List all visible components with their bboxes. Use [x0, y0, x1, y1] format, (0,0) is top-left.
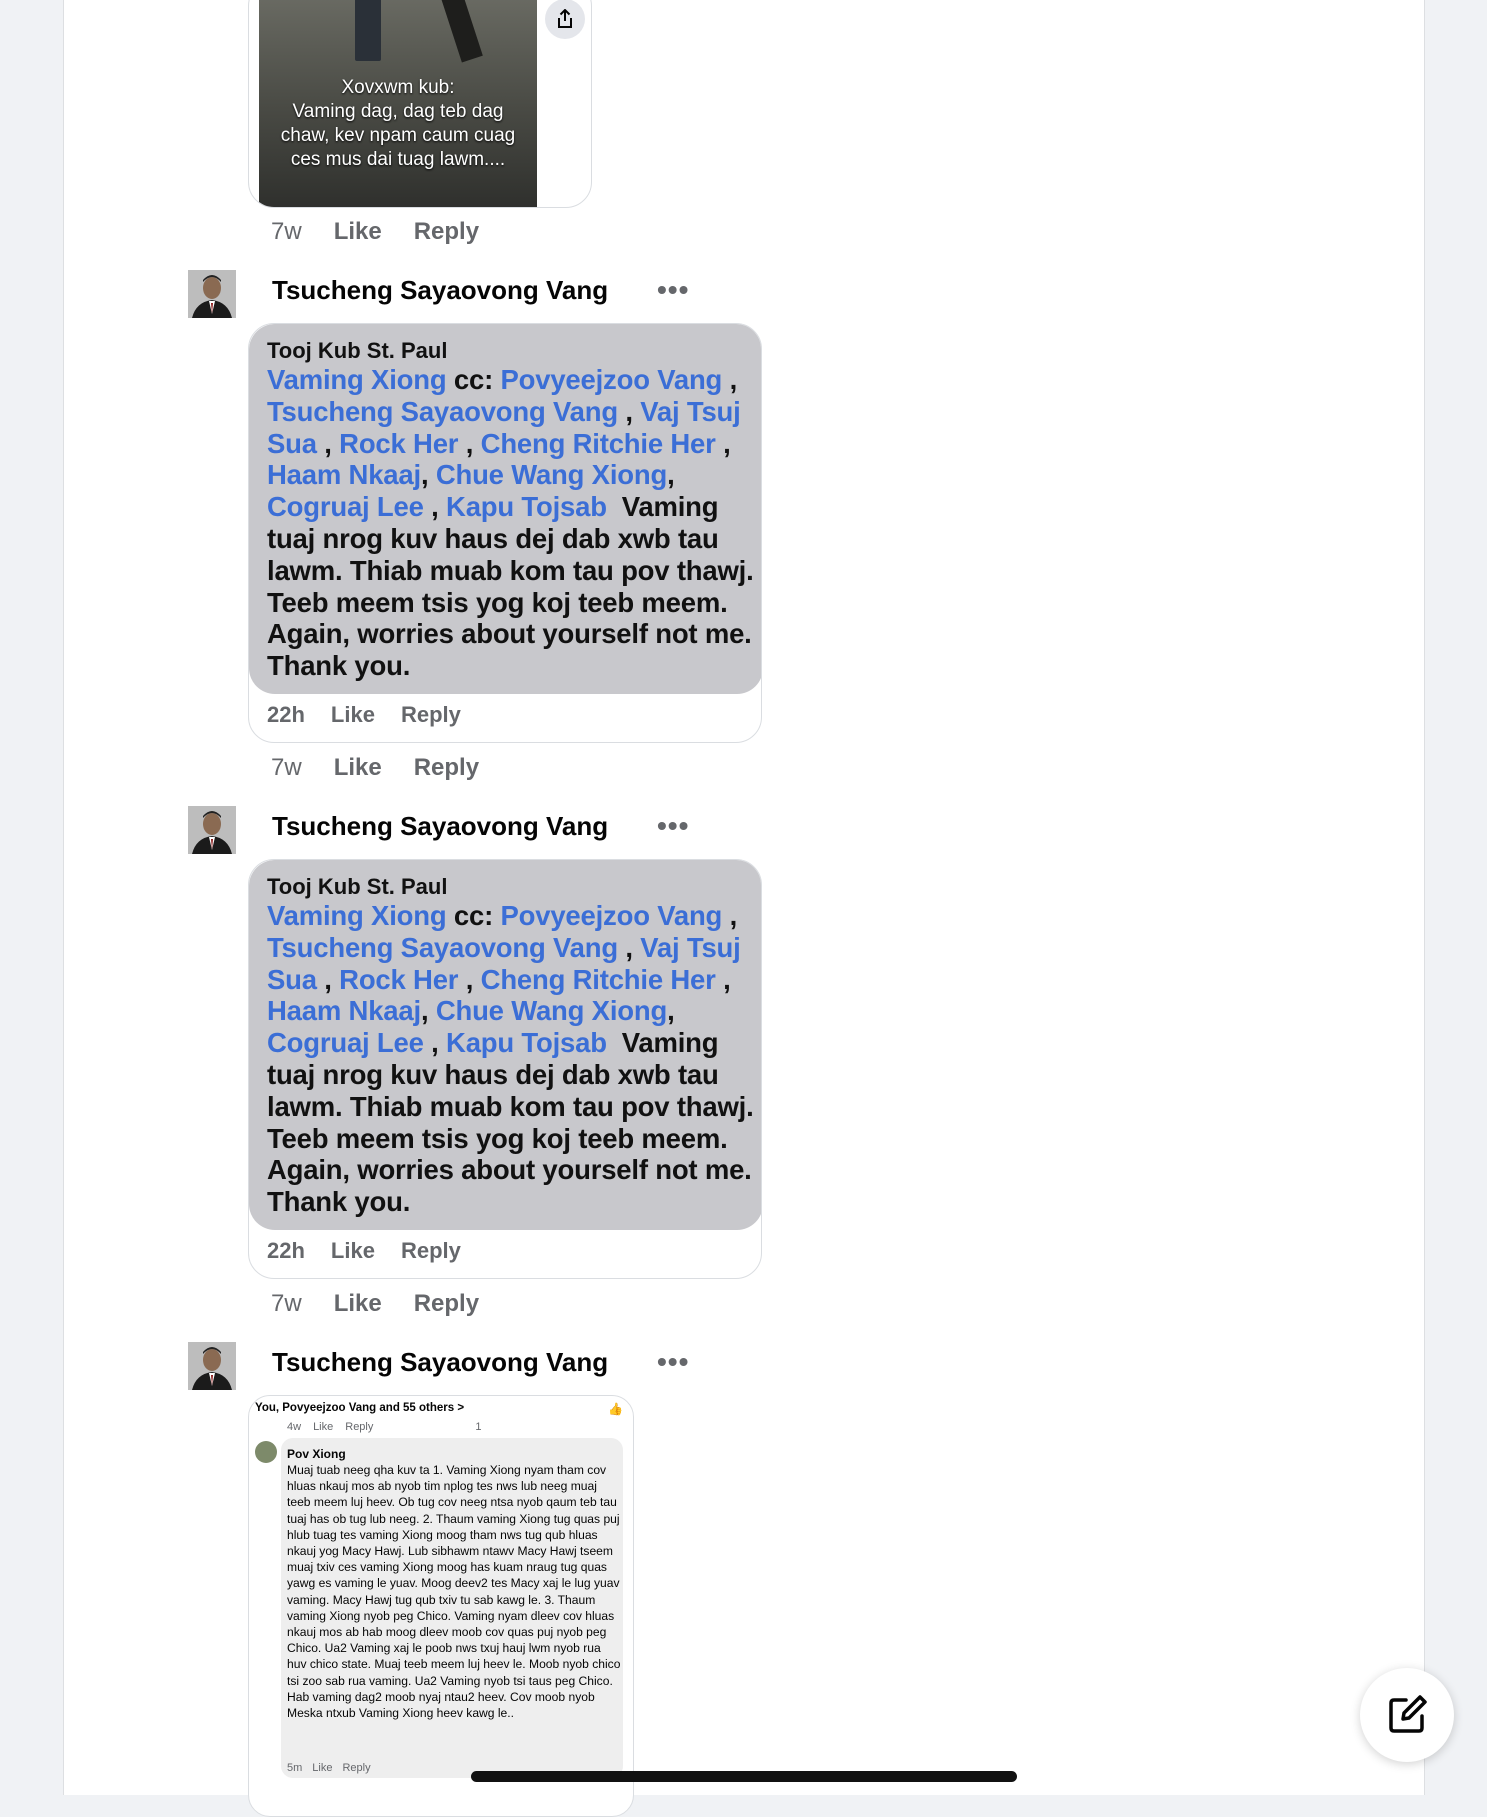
screenshot-body: Vaming tuaj nrog kuv haus dej dab xwb tau lawm. Thiab muab kom tau pov thawj. Teeb meem tsis yog koj teeb meem. Again, worries about yourself not me. Thank you. — [267, 491, 754, 682]
more-options-button[interactable]: ••• — [657, 1346, 690, 1377]
cc-label: cc: — [453, 364, 494, 395]
comment-author[interactable]: Tsucheng Sayaovong Vang — [272, 275, 609, 305]
like-button[interactable]: Like — [333, 1290, 382, 1317]
more-options-button[interactable]: ••• — [657, 810, 690, 841]
comment-screenshot-image[interactable] — [248, 1395, 634, 1817]
tag: Tsucheng Sayaovong Vang — [267, 395, 618, 427]
share-button[interactable] — [545, 0, 585, 39]
reply-button[interactable]: Reply — [413, 1290, 480, 1317]
caption-line: chaw, kev npam caum cuag — [280, 125, 516, 146]
screenshot-foot-like: Like — [312, 1762, 333, 1774]
screenshot-like: Like — [330, 1238, 375, 1263]
screenshot-meta-time: 4w — [287, 1421, 302, 1433]
compose-icon — [1386, 1694, 1428, 1736]
screenshot-meta — [287, 1421, 494, 1433]
compose-button[interactable] — [1360, 1668, 1454, 1762]
comment-time[interactable]: 7w — [271, 1290, 302, 1317]
screenshot-author: Tooj Kub St. Paul — [267, 874, 448, 899]
screenshot-body: Vaming tuaj nrog kuv haus dej dab xwb tau lawm. Thiab muab kom tau pov thawj. Teeb meem tsis yog koj teeb meem. Again, worries about yourself not me. Thank you. — [267, 1027, 754, 1218]
comment-photo[interactable] — [259, 0, 537, 207]
tag: Povyeejzoo Vang — [500, 900, 723, 931]
comment-time[interactable]: 7w — [271, 218, 302, 245]
comment-time[interactable]: 7w — [271, 754, 302, 781]
comment-author[interactable]: Tsucheng Sayaovong Vang — [272, 811, 609, 841]
screenshot-actions — [267, 1238, 487, 1264]
comment-screenshot-image[interactable] — [248, 323, 762, 743]
reply-button[interactable]: Reply — [413, 218, 480, 245]
screenshot-meta-count: 1 — [475, 1421, 482, 1433]
photo-caption — [259, 76, 537, 172]
screenshot-commenter: Pov Xiong — [287, 1447, 346, 1461]
screenshot-foot — [287, 1762, 381, 1774]
comment-screenshot-image[interactable] — [248, 859, 762, 1279]
photo-tree — [437, 0, 483, 62]
reply-button[interactable]: Reply — [413, 754, 480, 781]
caption-line: Vaming dag, dag teb dag — [292, 101, 504, 122]
screenshot-actions — [267, 702, 487, 728]
avatar[interactable] — [188, 806, 236, 854]
tag: Cogruaj Lee — [267, 491, 424, 523]
tag: Kapu Tojsab — [446, 491, 607, 523]
screenshot-meta-like: Like — [313, 1421, 334, 1433]
screenshot-reply: Reply — [400, 702, 461, 727]
like-button[interactable]: Like — [333, 754, 382, 781]
screenshot-bubble — [249, 324, 762, 694]
screenshot-comment-text: Muaj tuab neeg qha kuv ta 1. Vaming Xiong nyam tham cov hluas nkauj mos ab nyob tim nplog tes nws lub neeg muaj teeb meem luj heev. Ob tug cov neeg ntsa nyob qaum teb tau tuaj has ob tug lub neeg. 2. Thaum vaming Xiong tug quas puj hlub tuag tes vaming Xiong moog tham nws tug qub hluas nkauj yog Macy Hawj. Lub sibhawm ntawv Macy Hawj tseem muaj txiv ces vaming Xiong moog has kuam nraug tug quas yawg es vaming le yuav. Moog deev2 tes Macy xaj le lug yuav vaming. Macy Hawj tug qub txiv tu sab kawg le. 3. Thaum vaming Xiong nyob peg Chico. Vaming nyam dleev cov hluas nkauj mos ab hab moog dleev moob cov quas puj nyob peg Chico. Ua2 Vaming xaj le poob nws txuj hauj lwm nyob rua huv chico state. Muaj teeb meem luj heev le. Moob nyob chico tsi zoo sab rua vaming. Ua2 Vaming nyob tsi taus peg Chico. Hab vaming dag2 moob nyaj ntau2 heev. Cov moob nyob Meska ntxub Vaming Xiong heev kawg le.. — [287, 1463, 621, 1721]
tag: Vaming Xiong — [267, 900, 447, 931]
screenshot-foot-time: 5m — [287, 1762, 303, 1774]
screenshot-meta-reply: Reply — [345, 1421, 374, 1433]
tag: Chue Wang Xiong — [435, 459, 668, 491]
screenshot-like: Like — [330, 702, 375, 727]
comment-author[interactable]: Tsucheng Sayaovong Vang — [272, 1347, 609, 1377]
tag: Haam Nkaaj — [267, 459, 421, 491]
screenshot-avatar — [255, 1441, 277, 1463]
tag: Povyeejzoo Vang — [500, 364, 723, 395]
cc-label: cc: — [453, 900, 494, 931]
screenshot-author: Tooj Kub St. Paul — [267, 338, 448, 363]
tag: Rock Her — [339, 963, 459, 995]
caption-line: Xovxwm kub: — [341, 77, 455, 98]
screenshot-reply: Reply — [400, 1238, 461, 1263]
home-indicator[interactable] — [471, 1771, 1017, 1782]
screenshot-time: 22h — [267, 702, 305, 727]
photo-attachment[interactable] — [248, 0, 592, 208]
screenshot-text: Vaming Xiong cc: Povyeejzoo Vang , Tsucheng Sayaovong Vang , Vaj Tsuj Sua , Rock Her , Cheng Ritchie Her , Haam Nkaaj, Chue Wang Xiong, Cogruaj Lee , Kapu Tojsab Vaming tuaj nrog kuv haus dej dab xwb tau lawm. Thiab muab kom tau pov thawj. Teeb meem tsis yog koj teeb meem. Again, worries about yourself not me. Thank you. — [267, 900, 754, 1218]
share-icon — [556, 9, 574, 29]
comment-actions — [271, 218, 511, 246]
tag: Cogruaj Lee — [267, 1027, 424, 1059]
screenshot-foot-reply: Reply — [342, 1762, 371, 1774]
avatar[interactable] — [188, 270, 236, 318]
comment-actions — [271, 1290, 511, 1318]
like-reaction-icon: 👍 — [608, 1402, 623, 1416]
screenshot-time: 22h — [267, 1238, 305, 1263]
more-options-button[interactable]: ••• — [657, 274, 690, 305]
tag: Vaj Tsuj Sua — [267, 931, 741, 995]
avatar[interactable] — [188, 1342, 236, 1390]
tag: Haam Nkaaj — [267, 995, 421, 1027]
photo-figure — [355, 0, 381, 61]
tag: Cheng Ritchie Her — [480, 427, 716, 459]
caption-line: ces mus dai tuag lawm.... — [290, 149, 506, 170]
like-button[interactable]: Like — [333, 218, 382, 245]
comment-actions — [271, 754, 511, 782]
tag: Tsucheng Sayaovong Vang — [267, 931, 618, 963]
screenshot-bubble — [249, 860, 762, 1230]
tag: Chue Wang Xiong — [435, 995, 668, 1027]
tag: Vaming Xiong — [267, 364, 447, 395]
screenshot-text: Vaming Xiong cc: Povyeejzoo Vang , Tsucheng Sayaovong Vang , Vaj Tsuj Sua , Rock Her , Cheng Ritchie Her , Haam Nkaaj, Chue Wang Xiong, Cogruaj Lee , Kapu Tojsab Vaming tuaj nrog kuv haus dej dab xwb tau lawm. Thiab muab kom tau pov thawj. Teeb meem tsis yog koj teeb meem. Again, worries about yourself not me. Thank you. — [267, 364, 754, 682]
tag: Vaj Tsuj Sua — [267, 395, 741, 459]
tag: Cheng Ritchie Her — [480, 963, 716, 995]
tag: Kapu Tojsab — [446, 1027, 607, 1059]
tag: Rock Her — [339, 427, 459, 459]
reactions-summary: You, Povyeejzoo Vang and 55 others > — [255, 1402, 465, 1414]
